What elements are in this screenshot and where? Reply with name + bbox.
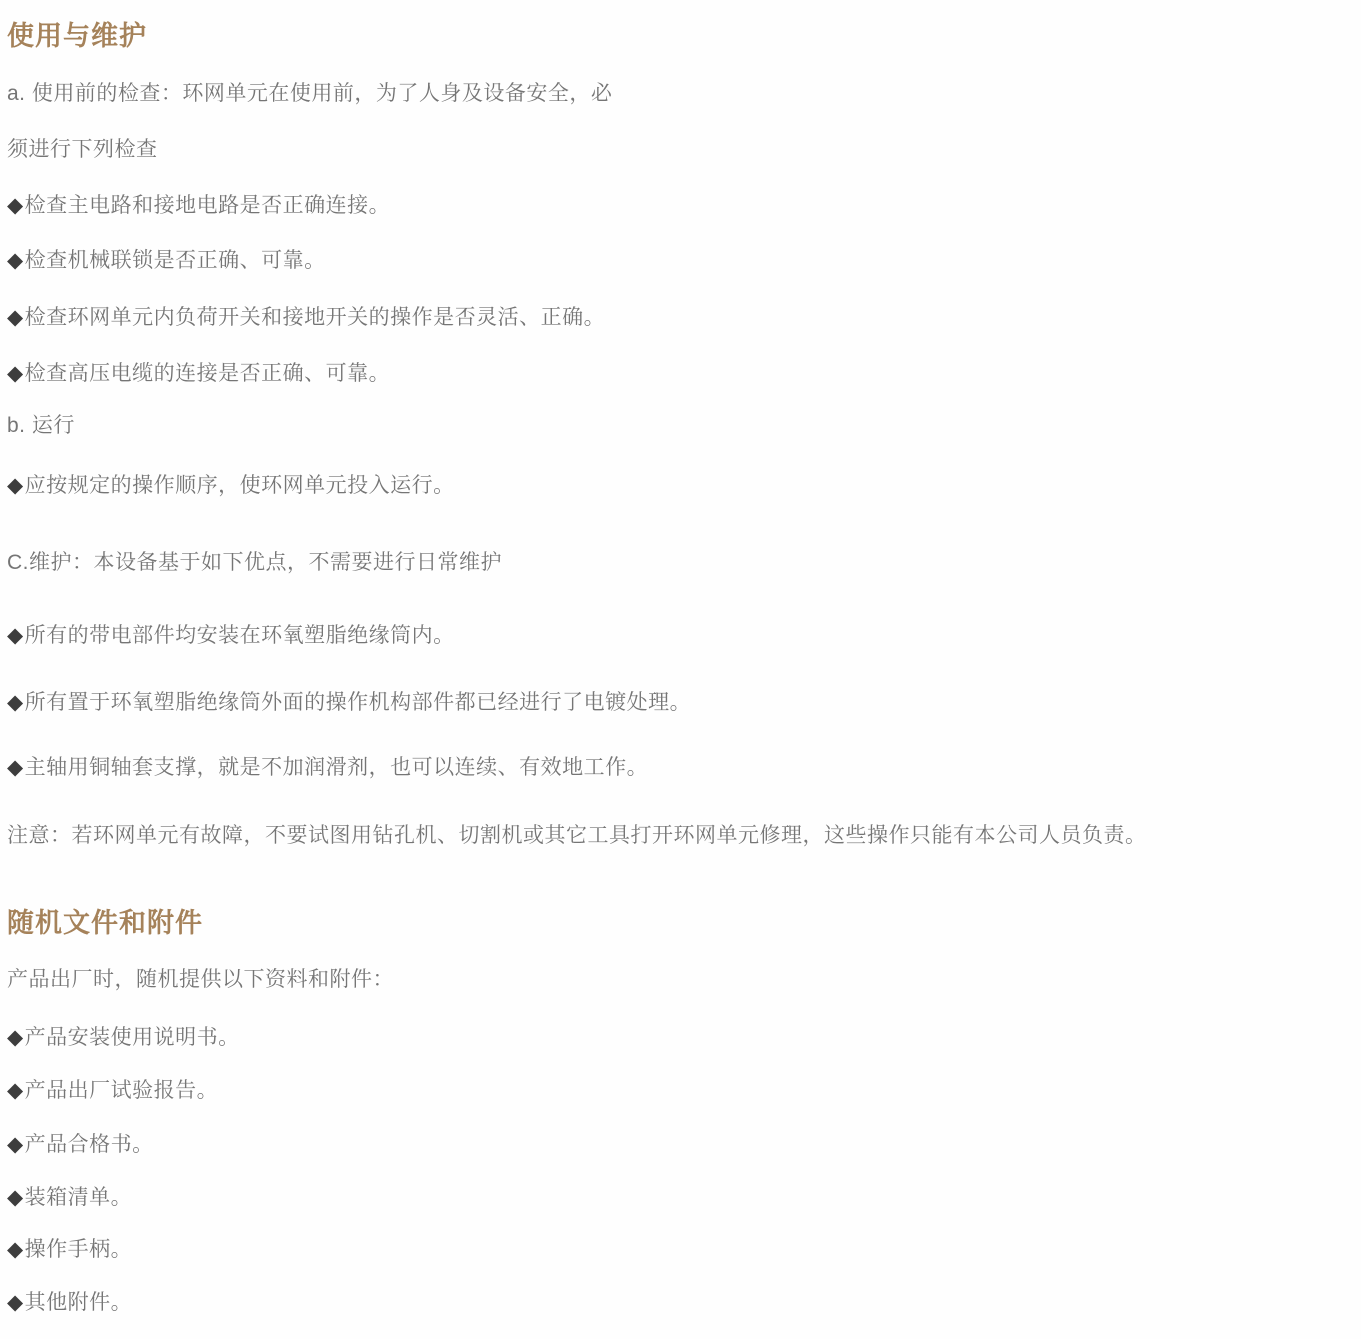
list-item <box>7 1024 1341 1052</box>
list-item <box>7 689 1341 717</box>
list-item <box>7 1289 1341 1317</box>
section-title-usage-maintenance: 使用与维护 <box>7 21 147 51</box>
maintenance-label: C.维护：本设备基于如下优点，不需要进行日常维护 <box>7 551 502 574</box>
bullet-text: 检查主电路和接地电路是否正确连接。 <box>24 194 391 217</box>
diamond-bullet-icon: ◆ <box>7 1291 24 1314</box>
bullet-text: 应按规定的操作顺序，使环网单元投入运行。 <box>24 474 455 497</box>
diamond-bullet-icon: ◆ <box>7 194 24 217</box>
bullet-text: 产品安装使用说明书。 <box>24 1026 240 1049</box>
list-item <box>7 1184 1341 1212</box>
bullet-text: 产品合格书。 <box>24 1133 154 1156</box>
list-item <box>7 1236 1341 1264</box>
documents-intro: 产品出厂时，随机提供以下资料和附件： <box>7 968 394 991</box>
list-item <box>7 304 1341 332</box>
list-item <box>7 1077 1341 1105</box>
list-item <box>7 622 1341 650</box>
caution-note: 注意：若环网单元有故障，不要试图用钻孔机、切割机或其它工具打开环网单元修理，这些操作只能有本公司人员负责。 <box>7 824 1147 847</box>
diamond-bullet-icon: ◆ <box>7 691 24 714</box>
bullet-text: 所有的带电部件均安装在环氧塑脂绝缘筒内。 <box>24 624 455 647</box>
usage-intro-line-1: a. 使用前的检查：环网单元在使用前，为了人身及设备安全，必 <box>7 82 613 105</box>
bullet-text: 产品出厂试验报告。 <box>24 1079 219 1102</box>
list-item <box>7 472 1341 500</box>
run-label: b. 运行 <box>7 414 75 437</box>
list-item <box>7 247 1341 275</box>
bullet-text: 检查环网单元内负荷开关和接地开关的操作是否灵活、正确。 <box>24 306 606 329</box>
list-item <box>7 1131 1341 1159</box>
bullet-text: 检查机械联锁是否正确、可靠。 <box>24 249 326 272</box>
list-item <box>7 360 1341 388</box>
bullet-text: 其他附件。 <box>24 1291 133 1314</box>
diamond-bullet-icon: ◆ <box>7 1238 24 1261</box>
bullet-text: 主轴用铜轴套支撑，就是不加润滑剂，也可以连续、有效地工作。 <box>24 756 649 779</box>
bullet-text: 检查高压电缆的连接是否正确、可靠。 <box>24 362 391 385</box>
usage-intro-line-2: 须进行下列检查 <box>7 138 158 161</box>
diamond-bullet-icon: ◆ <box>7 1133 24 1156</box>
diamond-bullet-icon: ◆ <box>7 1026 24 1049</box>
diamond-bullet-icon: ◆ <box>7 624 24 647</box>
diamond-bullet-icon: ◆ <box>7 474 24 497</box>
diamond-bullet-icon: ◆ <box>7 1079 24 1102</box>
diamond-bullet-icon: ◆ <box>7 756 24 779</box>
bullet-text: 装箱清单。 <box>24 1186 133 1209</box>
bullet-text: 所有置于环氧塑脂绝缘筒外面的操作机构部件都已经进行了电镀处理。 <box>24 691 692 714</box>
list-item <box>7 192 1341 220</box>
diamond-bullet-icon: ◆ <box>7 306 24 329</box>
diamond-bullet-icon: ◆ <box>7 1186 24 1209</box>
bullet-text: 操作手柄。 <box>24 1238 133 1261</box>
diamond-bullet-icon: ◆ <box>7 362 24 385</box>
section-title-documents-accessories: 随机文件和附件 <box>7 908 203 938</box>
list-item <box>7 754 1341 782</box>
diamond-bullet-icon: ◆ <box>7 249 24 272</box>
